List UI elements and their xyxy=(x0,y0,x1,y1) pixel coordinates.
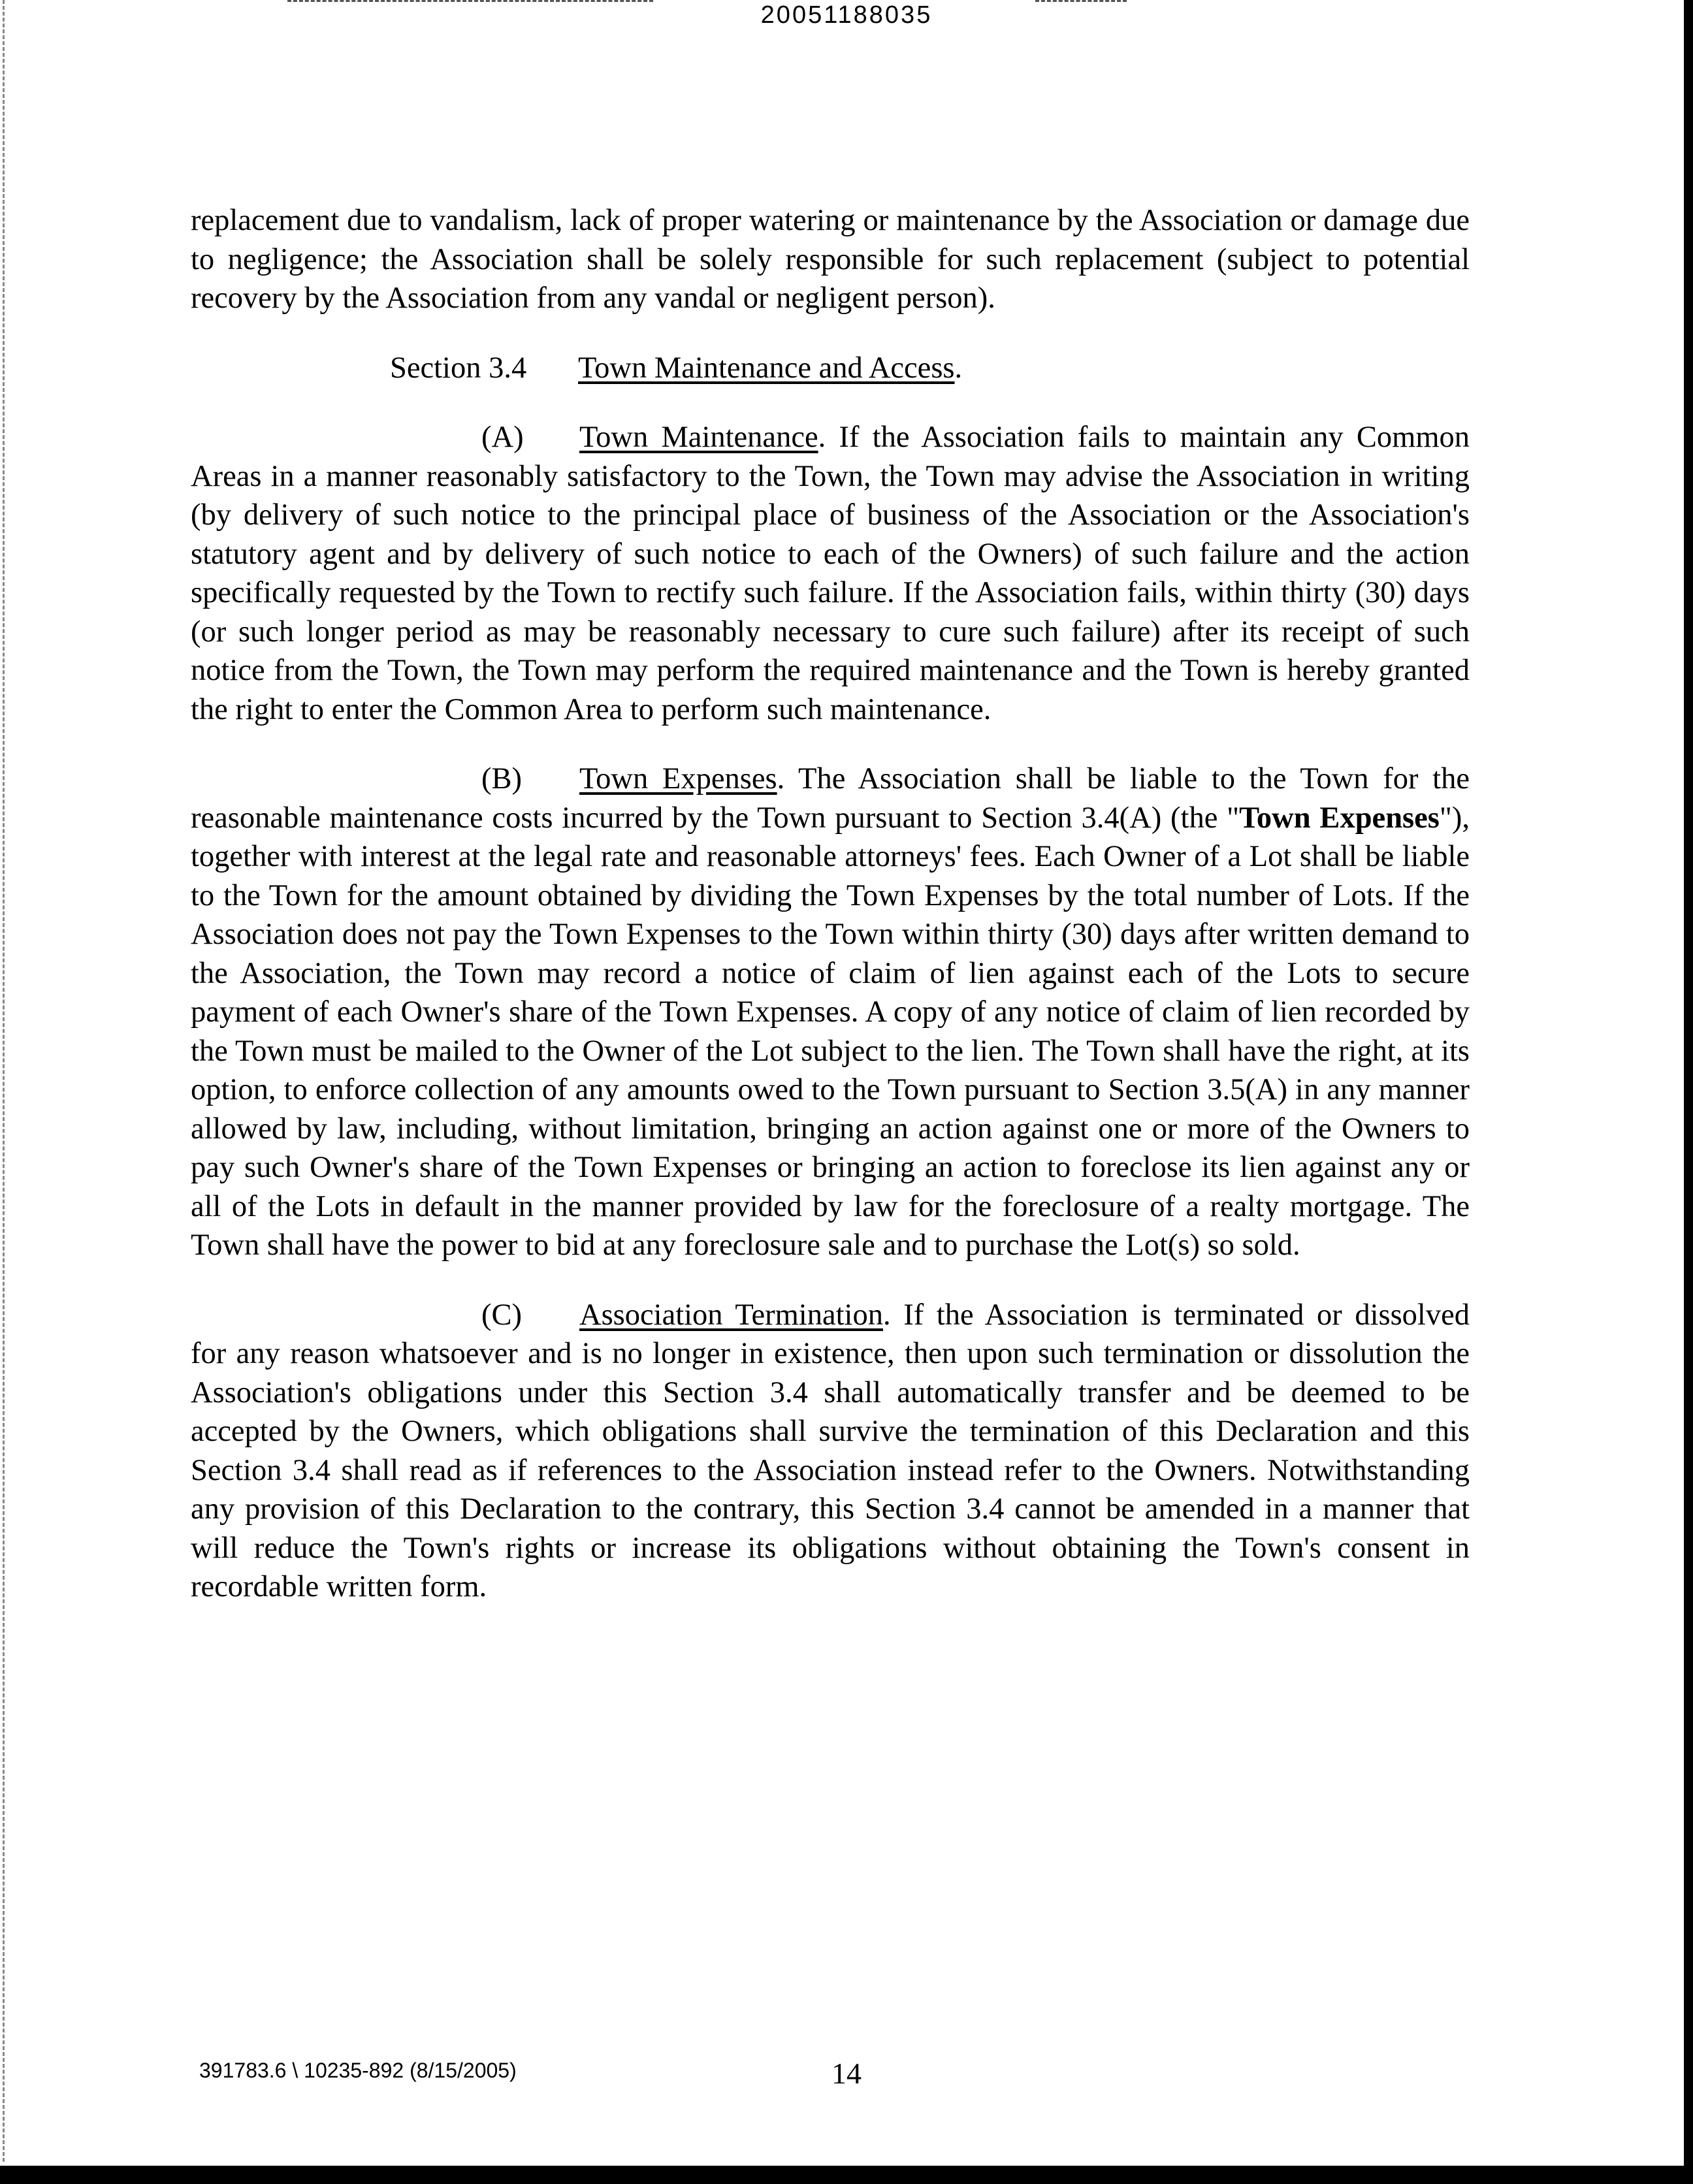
subsection-text: If the Association is terminated or dissolved for any reason whatsoever and is no longer in existence, then upon such termination or dissolution the Association's obligations under this Section 3.4 shall automatically transfer and be deemed to be accepted by the Owners, which obligations shall survive the termination of this Declaration and this Section 3.4 shall read as if references to the Association instead refer to the Owners. Notwithstanding any provision of this Declaration to the contrary, this Section 3.4 cannot be amended in a manner that will reduce the Town's rights or increase its obligations without obtaining the Town's consent in recordable written form. xyxy=(191,1298,1470,1603)
subsection-label: (C) xyxy=(481,1298,522,1332)
section-title-period: . xyxy=(954,351,963,385)
subsection-label: (A) xyxy=(481,421,524,454)
subsection-a xyxy=(191,418,1470,729)
subsection-label: (B) xyxy=(481,762,522,795)
subsection-heading-period: . xyxy=(777,762,785,795)
document-body xyxy=(191,201,1470,1637)
subsection-text-before-term: The Association shall be liable to the Town for the reasonable maintenance costs incurred by the Town pursuant to Section 3.4(A) (the " xyxy=(191,762,1470,835)
scan-bottom-border xyxy=(0,2166,1693,2184)
subsection-c xyxy=(191,1296,1470,1607)
defined-term: Town Expenses xyxy=(1239,801,1440,835)
footer-document-reference: 391783.6 \ 10235-892 (8/15/2005) xyxy=(199,2059,517,2082)
subsection-heading: Town Expenses xyxy=(579,762,777,795)
section-heading xyxy=(191,349,1470,388)
section-title: Town Maintenance and Access xyxy=(578,351,955,385)
subsection-heading: Town Maintenance xyxy=(579,421,818,454)
section-number: Section 3.4 xyxy=(390,351,527,385)
subsection-b xyxy=(191,760,1470,1265)
subsection-heading-period: . xyxy=(882,1298,891,1332)
scan-left-edge xyxy=(3,0,5,2162)
subsection-heading: Association Termination xyxy=(579,1298,883,1332)
subsection-text: If the Association fails to maintain any Common Areas in a manner reasonably satisfactory to the Town, the Town may advise the Association in writing (by delivery of such notice to the principal place of business of the Association or the Association's statutory agent and by delivery of such notice to each of the Owners) of such failure and the action specifically requested by the Town to rectify such failure. If the Association fails, within thirty (30) days (or such longer period as may be reasonably necessary to cure such failure) after its receipt of such notice from the Town, the Town may perform the required maintenance and the Town is hereby granted the right to enter the Common Area to perform such maintenance. xyxy=(191,421,1470,726)
intro-paragraph: replacement due to vandalism, lack of proper watering or maintenance by the Association or damage due to negligence; the Association shall be solely responsible for such replacement (subject to potential recovery by the Association from any vandal or negligent person). xyxy=(191,204,1470,315)
recording-number: 20051188035 xyxy=(760,1,933,29)
scan-right-border xyxy=(1684,0,1693,2184)
subsection-heading-period: . xyxy=(818,421,826,454)
subsection-text-after-term: "), together with interest at the legal rate and reasonable attorneys' fees. Each Owner of a Lot shall be liable to the Town for the amount obtained by dividing the Town Expenses by the total number of Lots. If the Association does not pay the Town Expenses to the Town within thirty (30) days after written demand to the Association, the Town may record a notice of claim of lien against each of the Lots to secure payment of each Owner's share of the Town Expenses. A copy of any notice of claim of lien recorded by the Town must be mailed to the Owner of the Lot subject to the lien. The Town shall have the right, at its option, to enforce collection of any amounts owed to the Town pursuant to Section 3.5(A) in any manner allowed by law, including, without limitation, bringing an action against one or more of the Owners to pay such Owner's share of the Town Expenses or bringing an action to foreclose its lien against any or all of the Lots in default in the manner provided by law for the foreclosure of a realty mortgage. The Town shall have the power to bid at any foreclosure sale and to purchase the Lot(s) so sold. xyxy=(191,801,1470,1262)
page-number: 14 xyxy=(831,2057,862,2090)
